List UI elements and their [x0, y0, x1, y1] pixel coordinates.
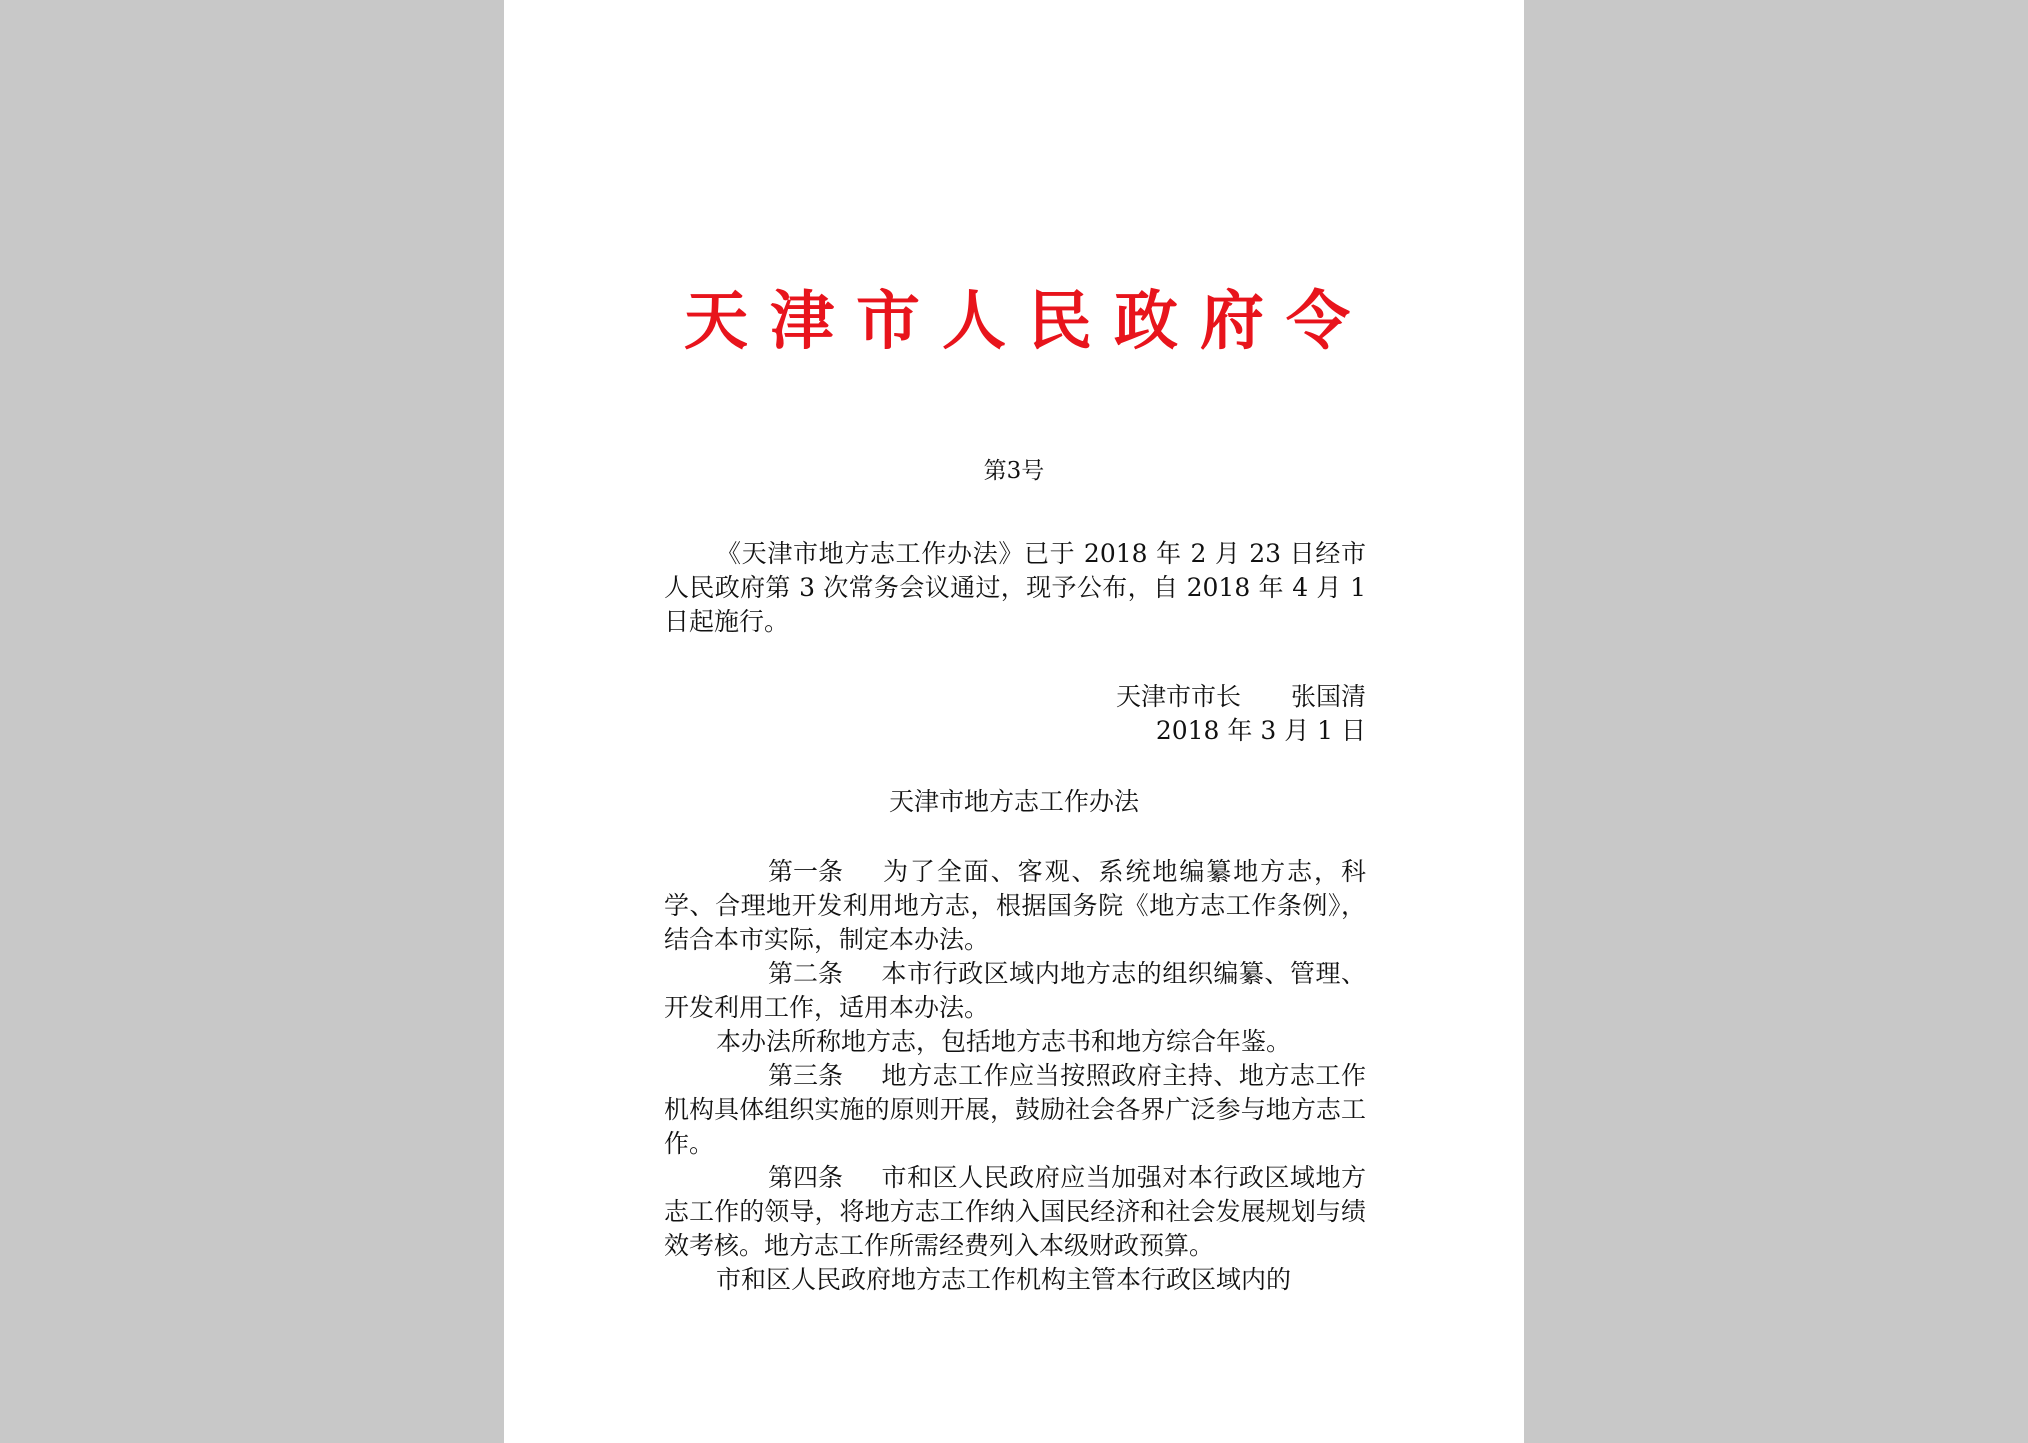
regulation-title: 天津市地方志工作办法: [888, 787, 1139, 816]
article-text: 地方志工作应当按照政府主持、地方志工作机构具体组织实施的原则开展，鼓励社会各界广泛参与地方志工作。: [664, 1061, 1366, 1158]
article-paragraph: [664, 1059, 1366, 1161]
article-text: 本市行政区域内地方志的组织编纂、管理、开发利用工作，适用本办法。: [664, 959, 1366, 1022]
intro-paragraph: 《天津市地方志工作办法》已于 2018 年 2 月 23 日经市人民政府第 3 次常务会议通过，现予公布，自 2018 年 4 月 1 日起施行。: [664, 539, 1366, 636]
signature-title-name: 天津市市长 张国清: [1115, 682, 1366, 711]
article-paragraph: [664, 855, 1366, 957]
article-paragraph: [664, 1025, 1366, 1059]
document-page: [504, 0, 1524, 1443]
article-paragraph: [664, 1263, 1366, 1297]
decree-number: 第3号: [983, 458, 1045, 484]
article-paragraph: [664, 1161, 1366, 1263]
signature-block: [1116, 680, 1366, 748]
intro-section: [664, 537, 1366, 639]
article-paragraph: [664, 957, 1366, 1025]
article-label: 第三条: [768, 1061, 844, 1090]
article-label: 第四条: [768, 1163, 844, 1192]
article-label: 第二条: [768, 959, 844, 988]
signature-date: 2018 年 3 月 1 日: [1155, 716, 1366, 745]
article-text: 为了全面、客观、系统地编纂地方志，科学、合理地开发利用地方志，根据国务院《地方志工作条例》，结合本市实际，制定本办法。: [664, 857, 1366, 954]
article-text: 市和区人民政府应当加强对本行政区域地方志工作的领导，将地方志工作纳入国民经济和社会发展规划与绩效考核。地方志工作所需经费列入本级财政预算。: [664, 1163, 1366, 1260]
article-text: 市和区人民政府地方志工作机构主管本行政区域内的: [716, 1265, 1292, 1294]
decree-header: 天津市人民政府令: [684, 284, 1372, 359]
article-text: 本办法所称地方志，包括地方志书和地方综合年鉴。: [716, 1027, 1292, 1056]
article-label: 第一条: [768, 857, 844, 886]
articles-section: [664, 855, 1366, 1297]
